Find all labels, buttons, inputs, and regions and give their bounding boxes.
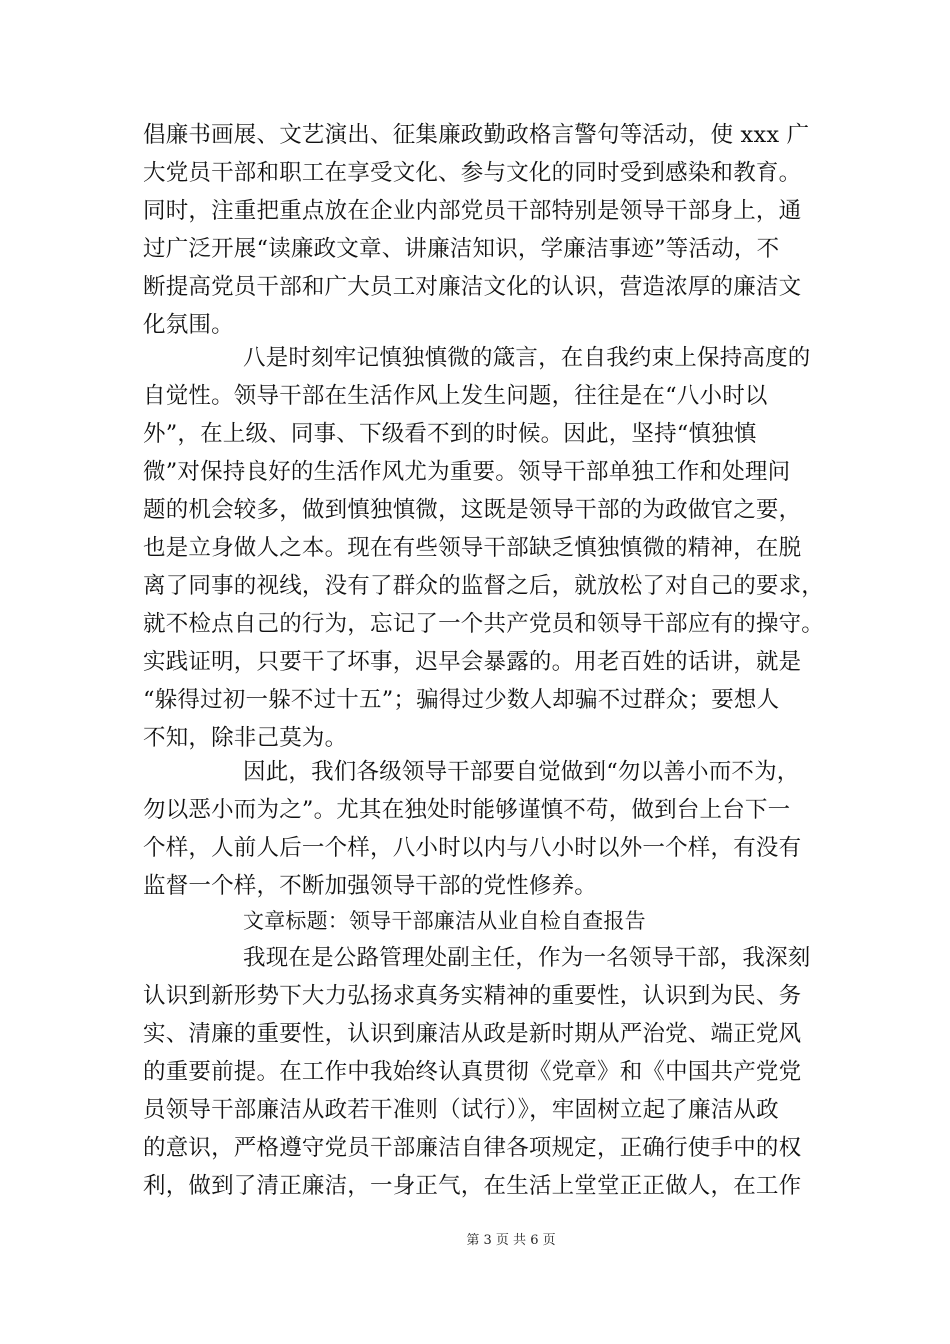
text-line: 利，做到了清正廉洁，一身正气，在生活上堂堂正正做人，在工作 xyxy=(143,1173,802,1199)
paragraph-start-line: 我现在是公路管理处副主任，作为一名领导干部，我深刻 xyxy=(243,945,811,971)
text-line: 自觉性。领导干部在生活作风上发生问题，往往是在“八小时以 xyxy=(143,383,768,409)
text-line: 实践证明，只要干了坏事，迟早会暴露的。用老百姓的话讲，就是 xyxy=(143,649,802,675)
text-line: 就不检点自己的行为，忘记了一个共产党员和领导干部应有的操守。 xyxy=(143,611,825,637)
page-number-footer: 第 3 页 共 6 页 xyxy=(466,1233,556,1248)
text-line: 监督一个样，不断加强领导干部的党性修养。 xyxy=(143,873,598,899)
text-line: 断提高党员干部和广大员工对廉洁文化的认识，营造浓厚的廉洁文 xyxy=(143,274,802,300)
text-line: 勿以恶小而为之”。尤其在独处时能够谨慎不苟，做到台上台下一 xyxy=(143,797,791,823)
text-line: 员领导干部廉洁从政若干准则（试行）》，牢固树立起了廉洁从政 xyxy=(143,1097,779,1123)
text-line: 不知，除非己莫为。 xyxy=(143,725,348,751)
text-line: 大党员干部和职工在享受文化、参与文化的同时受到感染和教育。 xyxy=(143,160,802,186)
text-line: 离了同事的视线，没有了群众的监督之后，就放松了对自己的要求， xyxy=(143,573,825,599)
text-line: 实、清廉的重要性，认识到廉洁从政是新时期从严治党、端正党风 xyxy=(143,1021,802,1047)
text-line: 的意识，严格遵守党员干部廉洁自律各项规定，正确行使手中的权 xyxy=(143,1135,802,1161)
text-line: 题的机会较多，做到慎独慎微，这既是领导干部的为政做官之要， xyxy=(143,497,802,523)
text-line: 化氛围。 xyxy=(143,312,234,338)
text-line: 同时，注重把重点放在企业内部党员干部特别是领导干部身上，通 xyxy=(143,198,802,224)
text-line: 倡廉书画展、文艺演出、征集廉政勤政格言警句等活动，使 xxx 广 xyxy=(143,122,810,148)
text-line: “躲得过初一躲不过十五”；骗得过少数人却骗不过群众；要想人 xyxy=(143,687,780,713)
text-line: 的重要前提。在工作中我始终认真贯彻《党章》和《中国共产党党 xyxy=(143,1059,802,1085)
text-line: 过广泛开展“读廉政文章、讲廉洁知识，学廉洁事迹”等活动，不 xyxy=(143,236,780,262)
paragraph-start-line: 因此，我们各级领导干部要自觉做到“勿以善小而不为， xyxy=(243,759,800,785)
text-line: 个样，人前人后一个样，八小时以内与八小时以外一个样，有没有 xyxy=(143,835,802,861)
text-line: 微”对保持良好的生活作风尤为重要。领导干部单独工作和处理问 xyxy=(143,459,791,485)
text-line: 也是立身做人之本。现在有些领导干部缺乏慎独慎微的精神，在脱 xyxy=(143,535,802,561)
text-line: 外”，在上级、同事、下级看不到的时候。因此，坚持“慎独慎 xyxy=(143,421,757,447)
text-line: 认识到新形势下大力弘扬求真务实精神的重要性，认识到为民、务 xyxy=(143,983,802,1009)
article-title: 文章标题：领导干部廉洁从业自检自查报告 xyxy=(243,909,646,933)
paragraph-start-line: 八是时刻牢记慎独慎微的箴言，在自我约束上保持高度的 xyxy=(243,345,811,371)
